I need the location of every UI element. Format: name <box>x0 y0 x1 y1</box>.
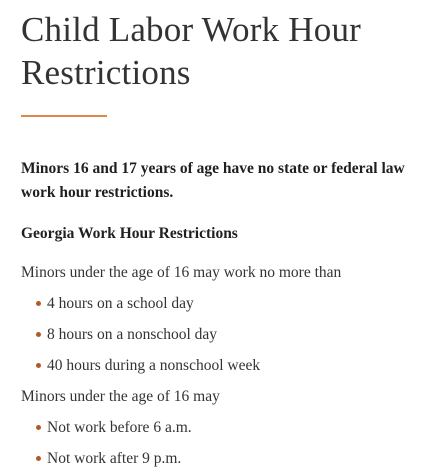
bullet-icon <box>36 363 41 368</box>
list-item <box>36 417 416 439</box>
list-item-text: Not work before 6 a.m. <box>47 419 192 436</box>
list-item <box>36 355 416 377</box>
section2-list <box>36 417 416 470</box>
list-item <box>36 324 416 346</box>
list-item <box>36 293 416 315</box>
lead-statement: Minors 16 and 17 years of age have no state or federal law work hour restrictions. <box>21 160 405 201</box>
bullet-icon <box>36 301 41 306</box>
list-item-text: 40 hours during a nonschool week <box>47 357 261 374</box>
page-title: Child Labor Work Hour Restrictions <box>21 10 361 92</box>
title-accent-rule <box>21 115 107 117</box>
list-item-text: 8 hours on a nonschool day <box>47 326 218 343</box>
section2-intro: Minors under the age of 16 may <box>21 388 220 405</box>
bullet-icon <box>36 456 41 461</box>
bullet-icon <box>36 425 41 430</box>
section1-intro: Minors under the age of 16 may work no more than <box>21 264 342 281</box>
list-item <box>36 448 416 470</box>
bullet-icon <box>36 332 41 337</box>
list-item-text: 4 hours on a school day <box>47 295 194 312</box>
article <box>21 0 416 475</box>
section1-list <box>36 293 416 377</box>
list-item-text: Not work after 9 p.m. <box>47 450 182 467</box>
section-heading: Georgia Work Hour Restrictions <box>21 225 238 242</box>
